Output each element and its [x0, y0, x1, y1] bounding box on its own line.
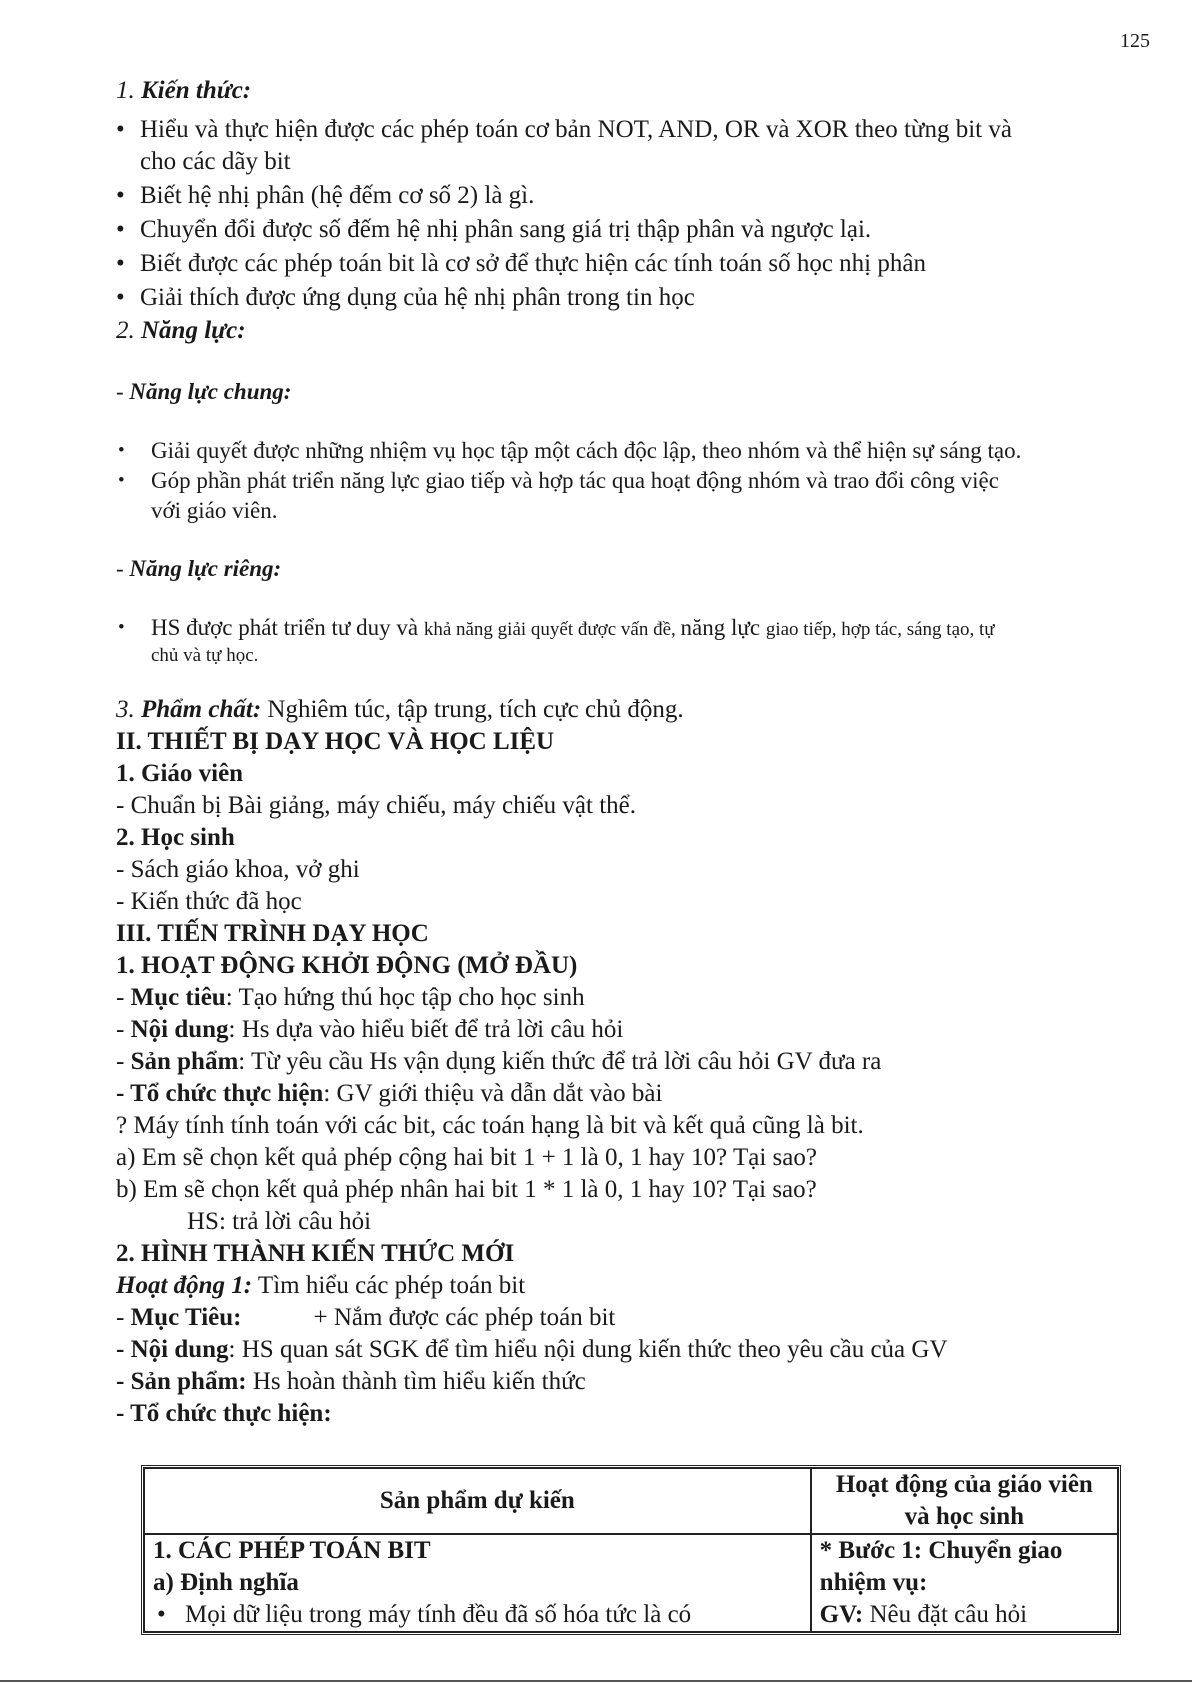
- question-line: ? Máy tính tính toán với các bit, các toán hạng là bit và kết quả cũng là bit.: [116, 1112, 864, 1139]
- hoat-dong-khoi-dong-heading: 1. HOẠT ĐỘNG KHỞI ĐỘNG (MỞ ĐẦU): [116, 952, 578, 979]
- lesson-table: [141, 1465, 1121, 1635]
- table-cell-product: 1. CÁC PHÉP TOÁN BIT a) Định nghĩa • Mọi dữ liệu trong máy tính đều đã số hóa tức là có: [144, 1534, 811, 1632]
- nang-luc-chung-item: • Giải quyết được những nhiệm vụ học tập một cách độc lập, theo nhóm và thể hiện sự sáng tạo.: [151, 435, 1021, 467]
- activity-1-row: - Sản phẩm: Hs hoàn thành tìm hiểu kiến thức: [116, 1368, 586, 1395]
- khoi-dong-row: - Nội dung: Hs dựa vào hiểu biết để trả lời câu hỏi: [116, 1016, 624, 1043]
- giao-vien-heading: 1. Giáo viên: [116, 760, 244, 787]
- section-nang-luc-heading: 2. Năng lực:: [116, 317, 246, 344]
- nang-luc-rieng-item: • HS được phát triển tư duy và khả năng giải quyết được vấn đề, năng lực giao tiếp, hợp tác, sáng tạo, tự: [151, 612, 995, 646]
- khoi-dong-row: - Sản phẩm: Từ yêu cầu Hs vận dụng kiến thức để trả lời câu hỏi GV đưa ra: [116, 1048, 882, 1075]
- kien-thuc-item: • Hiểu và thực hiện được các phép toán cơ bản NOT, AND, OR và XOR theo từng bit và: [140, 114, 1012, 146]
- kien-thuc-item: • Biết hệ nhị phân (hệ đếm cơ số 2) là gì.: [140, 180, 534, 212]
- section-iii-heading: III. TIẾN TRÌNH DẠY HỌC: [116, 920, 429, 947]
- activity-1-row: - Nội dung: HS quan sát SGK để tìm hiểu nội dung kiến thức theo yêu cầu của GV: [116, 1336, 948, 1363]
- bullet-icon: •: [157, 1601, 166, 1628]
- table-header-cell: Sản phẩm dự kiến: [144, 1468, 811, 1534]
- table-header-row: [144, 1468, 1118, 1534]
- kien-thuc-item: • Biết được các phép toán bit là cơ sở để thực hiện các tính toán số học nhị phân: [140, 248, 926, 280]
- activity-1-row: - Tổ chức thực hiện:: [116, 1400, 332, 1427]
- kien-thuc-item: • Chuyển đổi được số đếm hệ nhị phân sang giá trị thập phân và ngược lại.: [140, 214, 871, 246]
- question-line: b) Em sẽ chọn kết quả phép nhân hai bit 1 * 1 là 0, 1 hay 10? Tại sao?: [116, 1176, 817, 1203]
- khoi-dong-row: - Tổ chức thực hiện: GV giới thiệu và dẫn dắt vào bài: [116, 1080, 663, 1107]
- table-row: [144, 1534, 1118, 1632]
- hoc-sinh-heading: 2. Học sinh: [116, 824, 235, 851]
- page-number: 125: [1120, 30, 1150, 52]
- nang-luc-rieng-heading: - Năng lực riêng:: [116, 556, 282, 581]
- section-ii-heading: II. THIẾT BỊ DẠY HỌC VÀ HỌC LIỆU: [116, 728, 555, 755]
- nang-luc-rieng-item-cont: chủ và tự học.: [151, 645, 259, 666]
- question-line: a) Em sẽ chọn kết quả phép cộng hai bit 1 + 1 là 0, 1 hay 10? Tại sao?: [116, 1144, 817, 1171]
- activity-1-line: Hoạt động 1: Tìm hiểu các phép toán bit: [116, 1272, 526, 1299]
- nang-luc-chung-item-cont: với giáo viên.: [151, 498, 278, 523]
- kien-thuc-item: • Giải thích được ứng dụng của hệ nhị phân trong tin học: [140, 282, 695, 314]
- nang-luc-chung-item: • Góp phần phát triển năng lực giao tiếp và hợp tác qua hoạt động nhóm và trao đổi công việc: [151, 465, 999, 497]
- giao-vien-text: - Chuẩn bị Bài giảng, máy chiếu, máy chiếu vật thể.: [116, 792, 636, 819]
- khoi-dong-row: - Mục tiêu: Tạo hứng thú học tập cho học sinh: [116, 984, 585, 1011]
- section-kien-thuc-heading: 1. Kiến thức:: [116, 77, 252, 104]
- page-bottom-rule: [0, 1680, 1192, 1682]
- nang-luc-chung-heading: - Năng lực chung:: [116, 379, 292, 404]
- activity-1-row: - Mục Tiêu: + Nắm được các phép toán bit: [116, 1304, 616, 1331]
- student-answer-line: HS: trả lời câu hỏi: [187, 1208, 372, 1235]
- kien-thuc-item-cont: cho các dãy bit: [140, 148, 291, 175]
- table-header-cell: Hoạt động của giáo viên và học sinh: [811, 1468, 1118, 1534]
- hinh-thanh-kien-thuc-heading: 2. HÌNH THÀNH KIẾN THỨC MỚI: [116, 1240, 515, 1267]
- hoc-sinh-item: - Sách giáo khoa, vở ghi: [116, 856, 360, 883]
- hoc-sinh-item: - Kiến thức đã học: [116, 888, 302, 915]
- table-cell-activity: * Bước 1: Chuyển giao nhiệm vụ: GV: Nêu đặt câu hỏi: [811, 1534, 1118, 1632]
- pham-chat-line: 3. Phẩm chất: Nghiêm túc, tập trung, tích cực chủ động.: [116, 696, 684, 723]
